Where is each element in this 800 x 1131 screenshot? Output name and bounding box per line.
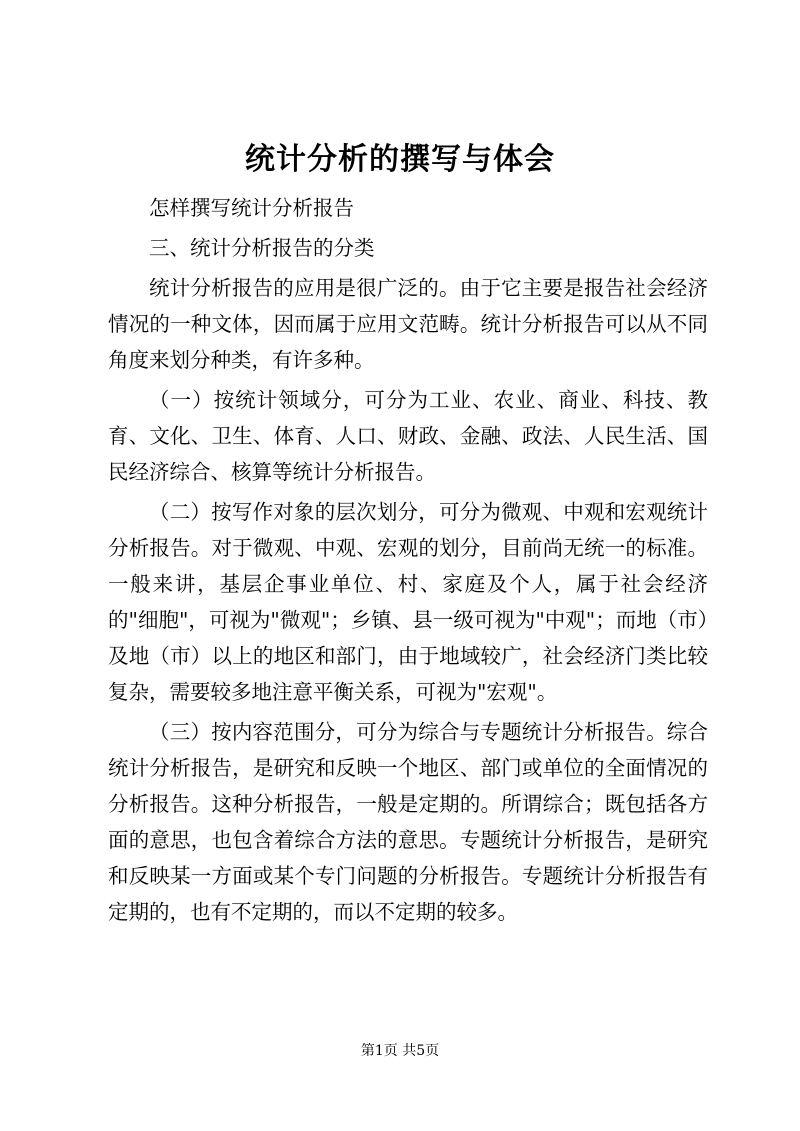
paragraph-category-2: （二）按写作对象的层次划分，可分为微观、中观和宏观统计分析报告。对于微观、中观、宏观的划分，目前尚无统一的标准。一般来讲，基层企事业单位、村、家庭及个人，属于社会经济的"细胞"，可视为"微观"；乡镇、县一级可视为"中观"；而地（市）及地（市）以上的地区和部门，由于地域较广，社会经济门类比较复杂，需要较多地注意平衡关系，可视为"宏观"。 (108, 500, 708, 704)
paragraph-category-3: （三）按内容范围分，可分为综合与专题统计分析报告。综合统计分析报告，是研究和反映一个地区、部门或单位的全面情况的分析报告。这种分析报告，一般是定期的。所谓综合；既包括各方面的意思，也包含着综合方法的意思。专题统计分析报告，是研究和反映某一方面或某个专门问题的分析报告。专题统计分析报告有定期的，也有不定期的，而以不定期的较多。 (108, 720, 708, 924)
paragraph-section-heading: 三、统计分析报告的分类 (149, 236, 375, 260)
page-number: 第1页 共5页 (360, 1043, 440, 1059)
paragraph-subtitle: 怎样撰写统计分析报告 (149, 196, 354, 220)
document-title: 统计分析的撰写与体会 (245, 142, 555, 177)
paragraph-intro: 统计分析报告的应用是很广泛的。由于它主要是报告社会经济情况的一种文体，因而属于应用文范畴。统计分析报告可以从不同角度来划分种类，有许多种。 (108, 276, 708, 372)
document-body (108, 190, 708, 934)
paragraph-category-1: （一）按统计领域分，可分为工业、农业、商业、科技、教育、文化、卫生、体育、人口、财政、金融、政法、人民生活、国民经济综合、核算等统计分析报告。 (108, 388, 708, 484)
